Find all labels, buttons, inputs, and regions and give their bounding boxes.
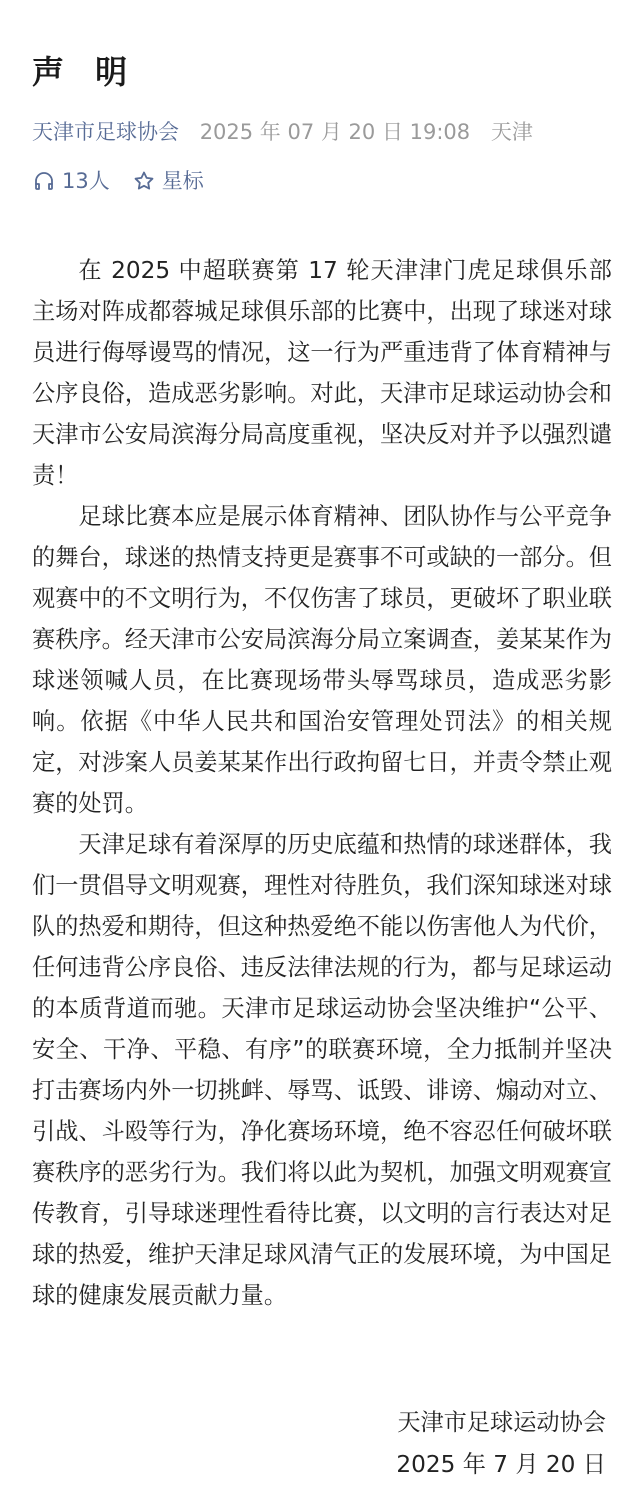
publish-datetime: 2025 年 07 月 20 日 19:08 [199, 120, 471, 144]
star-label: 星标 [161, 169, 204, 193]
listen-count[interactable] [32, 164, 110, 198]
body-paragraph-2: 足球比赛本应是展示体育精神、团队协作与公平竞争的舞台，球迷的热情支持更是赛事不可或缺的一部分。但观赛中的不文明行为，不仅伤害了球员，更破坏了职业联赛秩序。经天津市公安局滨海分局立案调查，姜某某作为球迷领喊人员，在比赛现场带头辱骂球员，造成恶劣影响。依据《中华人民共和国治安管理处罚法》的相关规定，对涉案人员姜某某作出行政拘留七日，并责令禁止观赛的处罚。 [32, 503, 612, 817]
publish-location: 天津 [490, 120, 533, 144]
account-name-link[interactable]: 天津市足球协会 [32, 120, 179, 144]
article-body [32, 250, 612, 1316]
article-title: 声 明 [32, 53, 138, 91]
star-button[interactable] [132, 164, 204, 198]
listen-count-label: 13人 [62, 169, 110, 193]
signature-date: 2025 年 7 月 20 日 [396, 1451, 606, 1478]
star-outline-icon [132, 169, 156, 193]
article-meta [32, 116, 533, 148]
body-paragraph-1: 在 2025 中超联赛第 17 轮天津津门虎足球俱乐部主场对阵成都蓉城足球俱乐部的比赛中，出现了球迷对球员进行侮辱谩骂的情况，这一行为严重违背了体育精神与公序良俗，造成恶劣影响。对此，天津市足球运动协会和天津市公安局滨海分局高度重视，坚决反对并予以强烈谴责！ [32, 257, 612, 489]
body-paragraph-3: 天津足球有着深厚的历史底蕴和热情的球迷群体，我们一贯倡导文明观赛，理性对待胜负，我们深知球迷对球队的热爱和期待，但这种热爱绝不能以伤害他人为代价，任何违背公序良俗、违反法律法规的行为，都与足球运动的本质背道而驰。天津市足球运动协会坚决维护“公平、安全、干净、平稳、有序”的联赛环境，全力抵制并坚决打击赛场内外一切挑衅、辱骂、诋毁、诽谤、煽动对立、引战、斗殴等行为，净化赛场环境，绝不容忍任何破坏联赛秩序的恶劣行为。我们将以此为契机，加强文明观赛宣传教育，引导球迷理性看待比赛，以文明的言行表达对足球的热爱，维护天津足球风清气正的发展环境，为中国足球的健康发展贡献力量。 [32, 831, 612, 1309]
headphones-icon [32, 169, 56, 193]
article-stats [32, 164, 226, 198]
signature-block [396, 1402, 606, 1486]
signature-organization: 天津市足球运动协会 [397, 1409, 606, 1436]
